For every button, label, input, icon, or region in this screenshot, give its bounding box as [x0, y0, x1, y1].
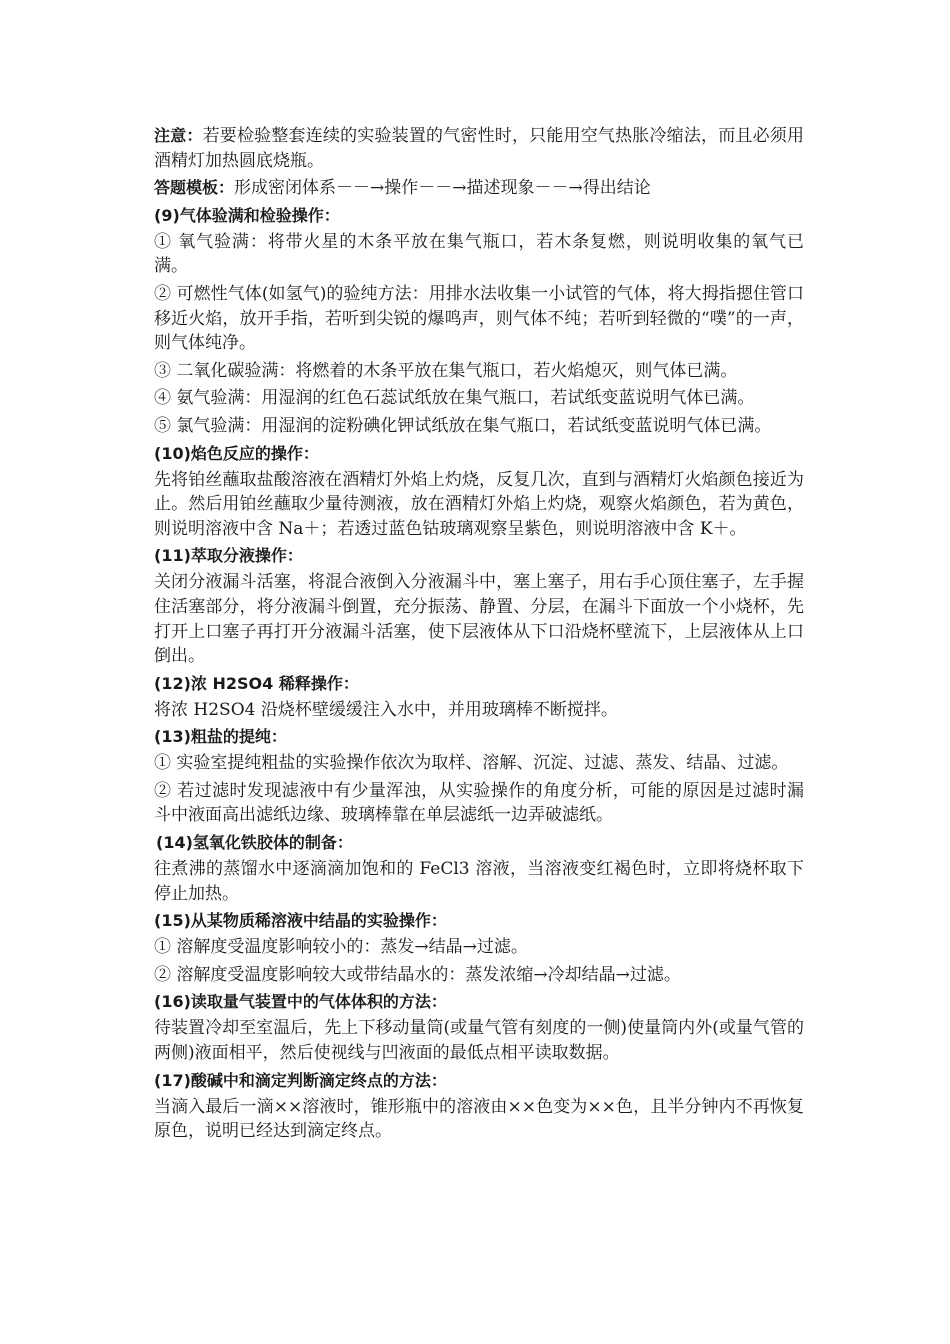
section-heading-12: (12)浓 H2SO4 稀释操作：	[154, 673, 359, 693]
section-13-item-1: ① 实验室提纯粗盐的实验操作依次为取样、溶解、沉淀、过滤、蒸发、结晶、过滤。	[154, 753, 789, 774]
section-15-item-1: ① 溶解度受温度影响较小的：蒸发→结晶→过滤。	[154, 937, 528, 958]
note-label: 注意：	[154, 126, 203, 145]
section-10-body: 先将铂丝蘸取盐酸溶液在酒精灯外焰上灼烧，反复几次，直到与酒精灯火焰颜色接近为止。然后用铂丝蘸取少量待测液，放在酒精灯外焰上灼烧，观察火焰颜色，若为黄色，则说明溶液中含 Na＋；若透过蓝色钴玻璃观察呈紫色，则说明溶液中含 K＋。	[154, 469, 804, 539]
section-9-item-5: ⑤ 氯气验满：用湿润的淀粉碘化钾试纸放在集气瓶口，若试纸变蓝说明气体已满。	[154, 415, 772, 436]
section-9-item-2: ② 可燃性气体(如氢气)的验纯方法：用排水法收集一小试管的气体，将大拇指摁住管口移近火焰，放开手指，若听到尖锐的爆鸣声，则气体不纯；若听到轻微的“噗”的一声，则气体纯净。	[154, 283, 804, 354]
section-heading-10: (10)焰色反应的操作：	[154, 443, 319, 463]
section-17-body: 当滴入最后一滴××溶液时，锥形瓶中的溶液由××色变为××色，且半分钟内不再恢复原色，说明已经达到滴定终点。	[154, 1096, 804, 1142]
section-15-item-2: ② 溶解度受温度影响较大或带结晶水的：蒸发浓缩→冷却结晶→过滤。	[154, 964, 681, 985]
template-paragraph	[154, 176, 804, 201]
document-body	[154, 124, 804, 1147]
section-heading-15: (15)从某物质稀溶液中结晶的实验操作：	[154, 911, 447, 931]
note-paragraph	[154, 124, 804, 173]
section-16-body: 待装置冷却至室温后，先上下移动量筒(或量气管有刻度的一侧)使量筒内外(或量气管的两侧)液面相平，然后使视线与凹液面的最低点相平读取数据。	[154, 1018, 804, 1064]
section-heading-9: (9)气体验满和检验操作：	[154, 205, 340, 225]
section-13-item-2: ② 若过滤时发现滤液中有少量浑浊，从实验操作的角度分析，可能的原因是过滤时漏斗中液面高出滤纸边缘、玻璃棒靠在单层滤纸一边弄破滤纸。	[154, 780, 804, 826]
section-11-body: 关闭分液漏斗活塞，将混合液倒入分液漏斗中，塞上塞子，用右手心顶住塞子，左手握住活塞部分，将分液漏斗倒置，充分振荡、静置、分层，在漏斗下面放一个小烧杯，先打开上口塞子再打开分液漏斗活塞，使下层液体从下口沿烧杯壁流下，上层液体从上口倒出。	[154, 572, 804, 667]
section-heading-14: (14)氢氧化铁胶体的制备：	[156, 833, 353, 853]
template-text: 形成密闭体系－－→操作－－→描述现象－－→得出结论	[234, 178, 651, 199]
section-heading-13: (13)粗盐的提纯：	[154, 727, 287, 747]
section-9-item-3: ③ 二氧化碳验满：将燃着的木条平放在集气瓶口，若火焰熄灭，则气体已满。	[154, 360, 738, 381]
section-9-item-4: ④ 氨气验满：用湿润的红色石蕊试纸放在集气瓶口，若试纸变蓝说明气体已满。	[154, 388, 755, 409]
section-heading-16: (16)读取量气装置中的气体体积的方法：	[154, 992, 447, 1012]
section-heading-11: (11)萃取分液操作：	[154, 546, 303, 566]
section-9-item-1: ① 氧气验满：将带火星的木条平放在集气瓶口，若木条复燃，则说明收集的氧气已满。	[154, 231, 804, 277]
note-text: 若要检验整套连续的实验装置的气密性时，只能用空气热胀冷缩法，而且必须用酒精灯加热圆底烧瓶。	[154, 126, 804, 171]
section-12-body: 将浓 H2SO4 沿烧杯壁缓缓注入水中，并用玻璃棒不断搅拌。	[154, 699, 618, 720]
section-14-body: 往煮沸的蒸馏水中逐滴滴加饱和的 FeCl3 溶液，当溶液变红褐色时，立即将烧杯取下停止加热。	[154, 859, 804, 904]
section-heading-17: (17)酸碱中和滴定判断滴定终点的方法：	[154, 1070, 447, 1090]
template-label: 答题模板：	[154, 178, 235, 198]
